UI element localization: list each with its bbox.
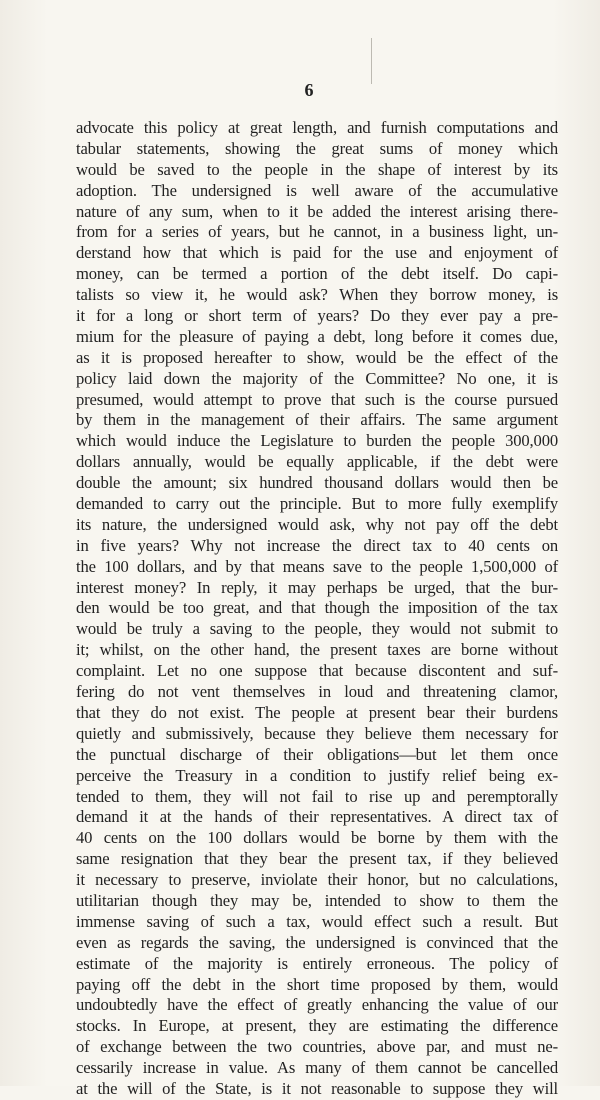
text-line: even as regards the saving, the undersigned is convinced that the <box>76 932 558 952</box>
text-line: double the amount; six hundred thousand dollars would then be <box>76 473 558 493</box>
text-line: in five years? Why not increase the direct tax to 40 cents on <box>76 535 558 555</box>
text-line: would be truly a saving to the people, they would not submit to <box>76 619 558 639</box>
text-line: as it is proposed hereafter to show, would be the effect of the <box>76 347 558 367</box>
text-line: mium for the pleasure of paying a debt, long before it comes due, <box>76 326 558 346</box>
body-text <box>76 118 558 1100</box>
text-line: which would induce the Legislature to burden the people 300,000 <box>76 431 558 451</box>
text-line: interest money? In reply, it may perhaps be urged, that the bur- <box>76 577 558 597</box>
text-line: would be saved to the people in the shape of interest by its <box>76 159 558 179</box>
text-line: it; whilst, on the other hand, the present taxes are borne without <box>76 640 558 660</box>
text-line: of exchange between the two countries, above par, and must ne- <box>76 1037 558 1057</box>
text-line: at the will of the State, is it not reasonable to suppose they will <box>76 1078 558 1098</box>
text-line: demanded to carry out the principle. But to more fully exemplify <box>76 494 558 514</box>
text-line: the 100 dollars, and by that means save to the people 1,500,000 of <box>76 556 558 576</box>
text-line: immense saving of such a tax, would effect such a result. But <box>76 911 558 931</box>
text-line: undoubtedly have the effect of greatly enhancing the value of our <box>76 995 558 1015</box>
text-line: tended to them, they will not fail to rise up and peremptorally <box>76 786 558 806</box>
text-line: presumed, would attempt to prove that such is the course pursued <box>76 389 558 409</box>
text-line: den would be too great, and that though the imposition of the tax <box>76 598 558 618</box>
text-line: by them in the management of their affairs. The same argument <box>76 410 558 430</box>
text-line: talists so view it, he would ask? When they borrow money, is <box>76 285 558 305</box>
text-line: nature of any sum, when to it be added the interest arising there- <box>76 201 558 221</box>
text-line: fering do not vent themselves in loud and threatening clamor, <box>76 682 558 702</box>
text-line: demand it at the hands of their representatives. A direct tax of <box>76 807 558 827</box>
text-line: estimate of the majority is entirely erroneous. The policy of <box>76 953 558 973</box>
text-line: 40 cents on the 100 dollars would be borne by them with the <box>76 828 558 848</box>
text-line: policy laid down the majority of the Committee? No one, it is <box>76 368 558 388</box>
text-line: tabular statements, showing the great sums of money which <box>76 138 558 158</box>
text-line: the punctual discharge of their obligations—but let them once <box>76 744 558 764</box>
text-line: dollars annually, would be equally applicable, if the debt were <box>76 452 558 472</box>
page-number: 6 <box>304 80 314 100</box>
text-line: derstand how that which is paid for the use and enjoyment of <box>76 243 558 263</box>
text-line: advocate this policy at great length, and furnish computations and <box>76 118 558 137</box>
text-line: quietly and submissively, because they believe them necessary for <box>76 723 558 743</box>
text-line: its nature, the undersigned would ask, why not pay off the debt <box>76 514 558 534</box>
text-line: money, can be termed a portion of the debt itself. Do capi- <box>76 264 558 284</box>
text-line: it for a long or short term of years? Do they ever pay a pre- <box>76 306 558 326</box>
text-line: complaint. Let no one suppose that because discontent and suf- <box>76 661 558 681</box>
text-line: it necessary to preserve, inviolate their honor, but no calculations, <box>76 870 558 890</box>
text-line: that they do not exist. The people at present bear their burdens <box>76 702 558 722</box>
text-line: paying off the debt in the short time proposed by them, would <box>76 974 558 994</box>
text-line: utilitarian though they may be, intended to show to them the <box>76 890 558 910</box>
text-line: stocks. In Europe, at present, they are estimating the difference <box>76 1016 558 1036</box>
paper-fold-mark <box>371 38 372 84</box>
text-line: adoption. The undersigned is well aware of the accumulative <box>76 180 558 200</box>
text-line: from for a series of years, but he cannot, in a business light, un- <box>76 222 558 242</box>
text-line: cessarily increase in value. As many of them cannot be cancelled <box>76 1058 558 1078</box>
text-line: perceive the Treasury in a condition to justify relief being ex- <box>76 765 558 785</box>
text-line: same resignation that they bear the present tax, if they believed <box>76 849 558 869</box>
